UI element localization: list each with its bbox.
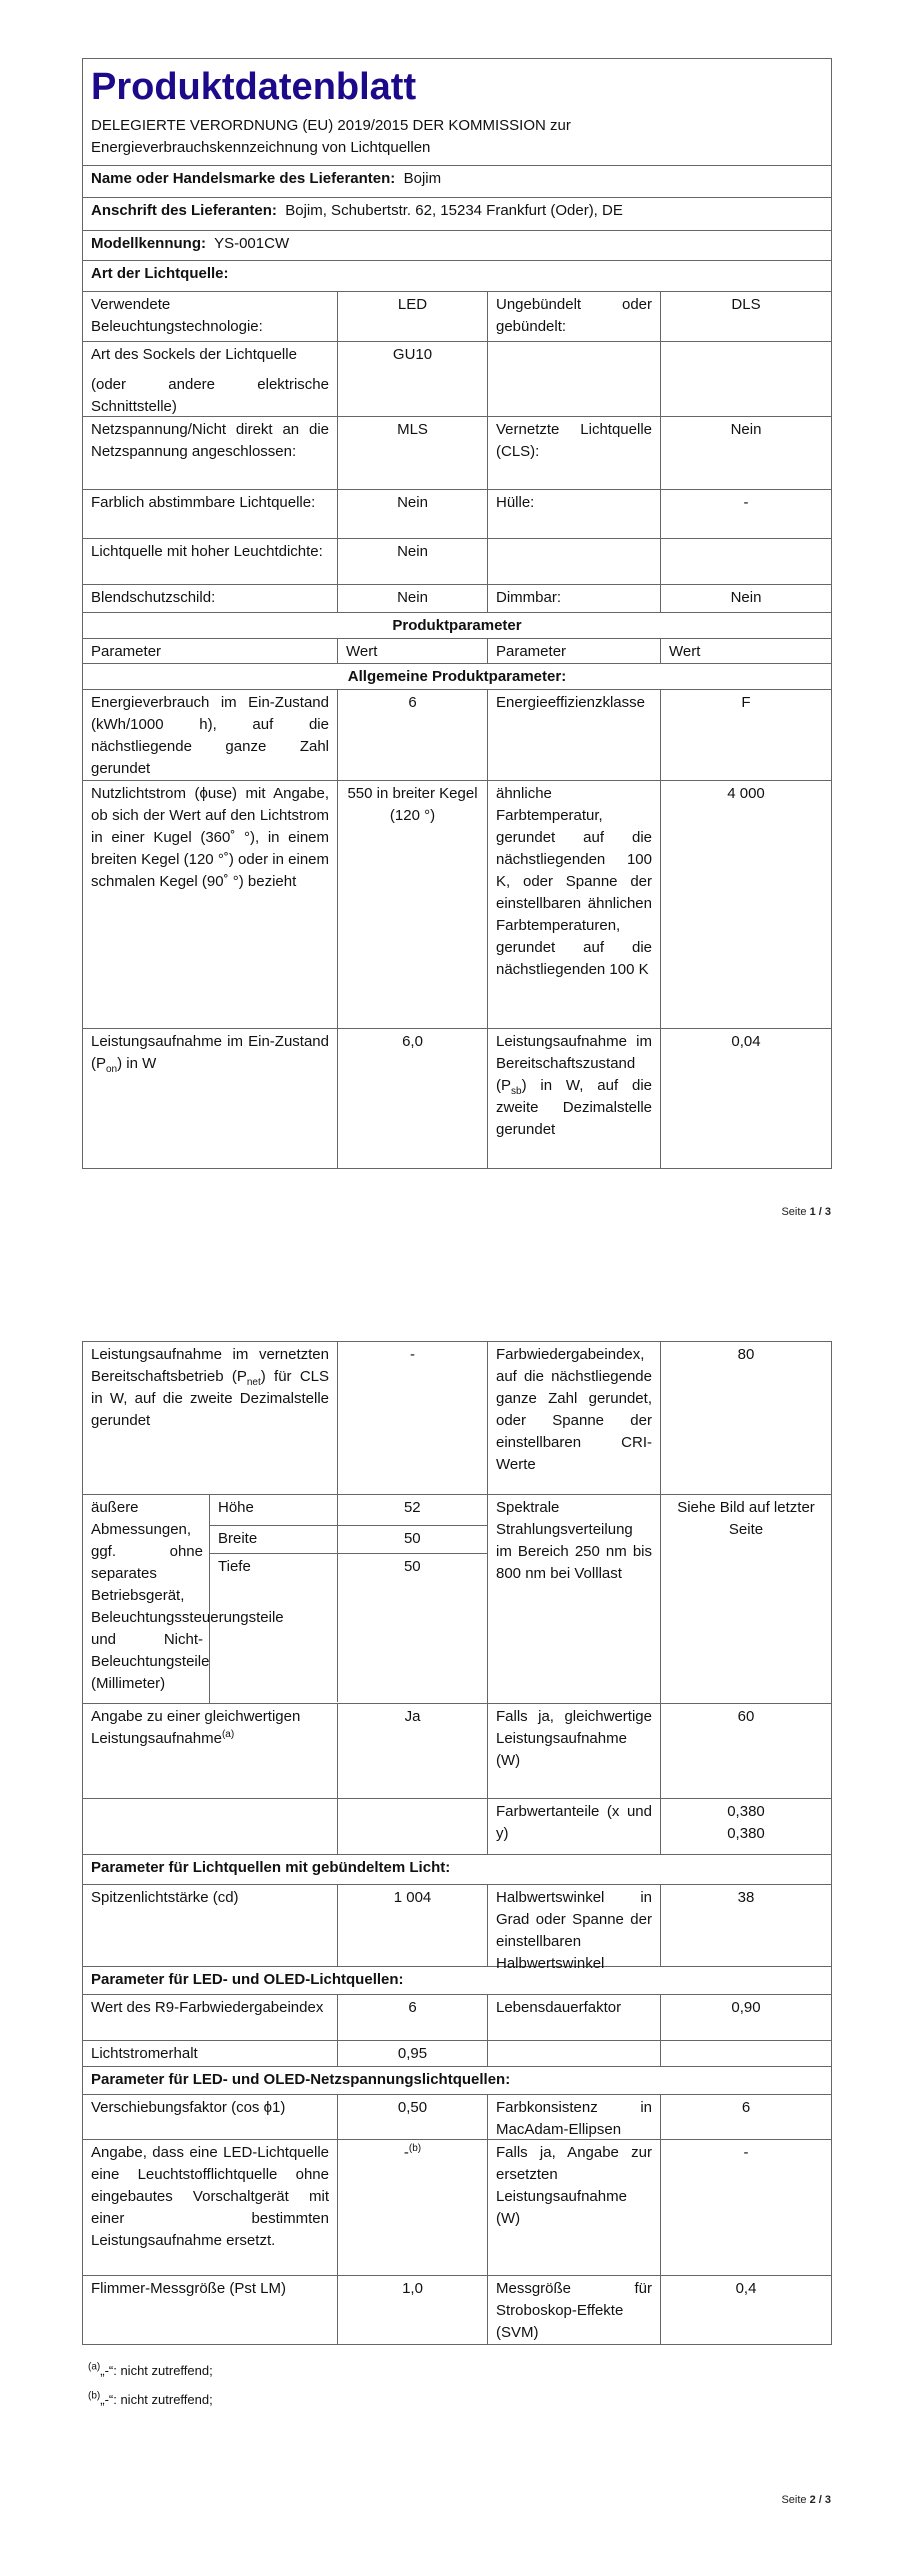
- param-label: Angabe zu einer gleichwertigen Leistungsaufnahme$^{(a)}$: [83, 1704, 338, 1798]
- table-row: [83, 1885, 832, 1972]
- param-label: Art des Sockels der Lichtquelle (oder andere elektrische Schnittstelle): [83, 342, 338, 416]
- type-heading: Art der Lichtquelle:: [83, 261, 832, 291]
- table-row: [83, 490, 832, 539]
- page-number: Seite 2 / 3: [781, 2494, 831, 2506]
- param-value: 0,04: [661, 1029, 832, 1168]
- model-label: Modellkennung:: [91, 235, 206, 252]
- param-label: Energieeffizienzklasse: [488, 690, 661, 780]
- param-value: Nein: [338, 490, 488, 538]
- table-row: [83, 1704, 832, 1799]
- param-value: 6: [661, 2095, 832, 2139]
- footnote-a: $^{(a)}$„-“: nicht zutreffend;: [88, 2361, 213, 2378]
- col-header-parameter: Parameter: [488, 639, 661, 663]
- datasheet-table-page1: [82, 58, 832, 1169]
- param-label: Messgröße für Stroboskop-Effekte (SVM): [488, 2276, 661, 2344]
- model-id: YS-001CW: [214, 235, 290, 252]
- regulation-line-1: DELEGIERTE VERORDNUNG (EU) 2019/2015 DER KOMMISSION zur: [91, 117, 571, 134]
- param-value: Ja: [338, 1704, 488, 1798]
- header-row: [83, 59, 832, 166]
- param-label: Blendschutzschild:: [83, 585, 338, 612]
- param-value: 550 in breiter Kegel (120 °): [338, 781, 488, 1028]
- param-value: 0,4: [661, 2276, 832, 2344]
- param-label: Hülle:: [488, 490, 661, 538]
- general-params-heading-row: [83, 664, 832, 690]
- param-label: Farbwiedergabeindex, auf die nächstliegende ganze Zahl gerundet, oder Spanne der einstellbaren CRI-Werte: [488, 1342, 661, 1494]
- param-value: MLS: [338, 417, 488, 489]
- section-heading-row: [83, 1967, 832, 1995]
- param-label: Farbkonsistenz in MacAdam-Ellipsen: [488, 2095, 661, 2139]
- param-label: Falls ja, Angabe zur ersetzten Leistungsaufnahme (W): [488, 2140, 661, 2275]
- param-label: Farblich abstimmbare Lichtquelle:: [83, 490, 338, 538]
- section-heading-row: [83, 1855, 832, 1885]
- param-label: Lichtquelle mit hoher Leuchtdichte:: [83, 539, 338, 584]
- led-heading: Parameter für LED- und OLED-Lichtquellen:: [83, 1967, 832, 1994]
- dimensions-label: äußere Abmessungen, ggf. ohne separates Betriebsgerät, Beleuchtungssteuerungsteile und Nicht-Beleuchtungsteile (Millimeter): [83, 1495, 210, 1703]
- table-row: [83, 2041, 832, 2067]
- param-label: Energieverbrauch im Ein-Zustand (kWh/1000 h), auf die nächstliegende ganze Zahl gerundet: [83, 690, 338, 780]
- dimension-height-row: Höhe 52: [210, 1495, 487, 1526]
- param-label: Leistungsaufnahme im Bereitschaftszustand $(P_{sb})$ in W, auf die zweite Dezimalstelle gerundet: [488, 1029, 661, 1168]
- supplier-address: Bojim, Schubertstr. 62, 15234 Frankfurt (Oder), DE: [285, 202, 623, 219]
- col-header-parameter: Parameter: [83, 639, 338, 663]
- supplier-address-label: Anschrift des Lieferanten:: [91, 202, 277, 219]
- table-row: [83, 342, 832, 417]
- param-label: Leistungsaufnahme im Ein-Zustand $(P_{on})$ in W: [83, 1029, 338, 1168]
- param-value: Siehe Bild auf letzter Seite: [661, 1495, 832, 1703]
- page-title: Produktdatenblatt: [91, 66, 417, 108]
- param-label: [488, 342, 661, 416]
- general-params-heading: Allgemeine Produktparameter:: [83, 664, 832, 689]
- param-value: 0,95: [338, 2041, 488, 2066]
- param-value: 0,90: [661, 1995, 832, 2040]
- param-value: 38: [661, 1885, 832, 1966]
- param-label: Leistungsaufnahme im vernetzten Bereitschaftsbetrieb $(P_{net})$ für CLS in W, auf die zweite Dezimalstelle gerundet: [83, 1342, 338, 1494]
- param-value: 1,0: [338, 2276, 488, 2344]
- footnote-b: $^{(b)}$„-“: nicht zutreffend;: [88, 2390, 213, 2407]
- param-value: Nein: [338, 539, 488, 584]
- param-label: Falls ja, gleichwertige Leistungsaufnahme (W): [488, 1704, 661, 1798]
- param-label: Lebensdauerfaktor: [488, 1995, 661, 2040]
- param-label: Farbwertanteile (x und y): [488, 1799, 661, 1854]
- param-value: 60: [661, 1704, 832, 1798]
- supplier-name-row: [83, 166, 832, 198]
- param-value: Nein: [661, 585, 832, 612]
- param-value: 80: [661, 1342, 832, 1494]
- section-heading-row: [83, 2067, 832, 2095]
- column-header-row: [83, 639, 832, 664]
- param-value: F: [661, 690, 832, 780]
- supplier-name-label: Name oder Handelsmarke des Lieferanten:: [91, 170, 396, 187]
- table-row: [83, 2095, 832, 2140]
- param-value: LED: [338, 292, 488, 341]
- param-label: Nutzlichtstrom (ϕuse) mit Angabe, ob sich der Wert auf den Lichtstrom in einer Kugel (360˚ °), in einem breiten Kegel (120 °˚) oder in einem schmalen Kegel (90˚ °) bezieht: [83, 781, 338, 1028]
- param-value: 6,0: [338, 1029, 488, 1168]
- table-row: [83, 1029, 832, 1169]
- param-value: -$^{(b)}$: [338, 2140, 488, 2275]
- param-value: 0,50: [338, 2095, 488, 2139]
- param-label: Netzspannung/Nicht direkt an die Netzspannung angeschlossen:: [83, 417, 338, 489]
- param-label: Angabe, dass eine LED-Lichtquelle eine Leuchtstofflichtquelle ohne eingebautes Vorschaltgerät mit einer bestimmten Leistungsaufnahme ersetzt.: [83, 2140, 338, 2275]
- supplier-name: Bojim: [403, 170, 442, 187]
- col-header-value: Wert: [661, 639, 832, 663]
- param-value: 6: [338, 690, 488, 780]
- mains-heading: Parameter für LED- und OLED-Netzspannungslichtquellen:: [83, 2067, 832, 2094]
- table-row: [83, 585, 832, 613]
- product-params-heading-row: [83, 613, 832, 639]
- param-label: Wert des R9-Farbwiedergabeindex: [83, 1995, 338, 2040]
- param-label: [488, 539, 661, 584]
- header-cell: [83, 59, 832, 165]
- dimension-depth-row: Tiefe 50: [210, 1554, 487, 1702]
- table-row: [83, 417, 832, 490]
- col-header-value: Wert: [338, 639, 488, 663]
- param-value: -: [338, 1342, 488, 1494]
- param-value: Nein: [338, 585, 488, 612]
- param-value: 1 004: [338, 1885, 488, 1966]
- param-label: Spektrale Strahlungsverteilung im Bereich 250 nm bis 800 nm bei Volllast: [488, 1495, 661, 1703]
- table-row: [83, 1799, 832, 1855]
- table-row: [83, 2276, 832, 2345]
- directional-heading: Parameter für Lichtquellen mit gebündeltem Licht:: [83, 1855, 832, 1884]
- dimension-width-row: Breite 50: [210, 1526, 487, 1554]
- table-row: [83, 1995, 832, 2041]
- param-value: 0,380 0,380: [661, 1799, 832, 1854]
- param-value: 6: [338, 1995, 488, 2040]
- param-value: DLS: [661, 292, 832, 341]
- param-value: -: [661, 490, 832, 538]
- param-value: [661, 342, 832, 416]
- param-label: ähnliche Farbtemperatur, gerundet auf die nächstliegenden 100 K, oder Spanne der einstellbaren ähnlichen Farbtemperaturen, gerundet auf die nächstliegenden 100 K: [488, 781, 661, 1028]
- table-row: [83, 1342, 832, 1495]
- param-label: Verschiebungsfaktor (cos ϕ1): [83, 2095, 338, 2139]
- param-label: Halbwertswinkel in Grad oder Spanne der einstellbaren Halbwertswinkel: [488, 1885, 661, 1966]
- table-row: [83, 690, 832, 781]
- param-label: Vernetzte Lichtquelle (CLS):: [488, 417, 661, 489]
- param-label: Verwendete Beleuchtungstechnologie:: [83, 292, 338, 341]
- type-heading-row: [83, 261, 832, 292]
- param-value: GU10: [338, 342, 488, 416]
- table-row: [83, 539, 832, 585]
- param-value: Nein: [661, 417, 832, 489]
- regulation-line-2: Energieverbrauchskennzeichnung von Lichtquellen: [91, 139, 431, 156]
- table-row: [83, 2140, 832, 2276]
- product-params-heading: Produktparameter: [83, 613, 832, 638]
- page-number: Seite 1 / 3: [781, 1206, 831, 1218]
- table-row: [83, 292, 832, 342]
- param-label: Flimmer-Messgröße (Pst LM): [83, 2276, 338, 2344]
- supplier-address-row: [83, 198, 832, 231]
- param-label: Lichtstromerhalt: [83, 2041, 338, 2066]
- datasheet-table-page2: [82, 1341, 832, 2345]
- dimensions-row: [83, 1495, 832, 1704]
- table-row: [83, 781, 832, 1029]
- param-label: Ungebündelt oder gebündelt:: [488, 292, 661, 341]
- param-value: 4 000: [661, 781, 832, 1028]
- param-label: Dimmbar:: [488, 585, 661, 612]
- param-label: Spitzenlichtstärke (cd): [83, 1885, 338, 1966]
- model-row: [83, 231, 832, 261]
- param-value: -: [661, 2140, 832, 2275]
- param-value: [661, 539, 832, 584]
